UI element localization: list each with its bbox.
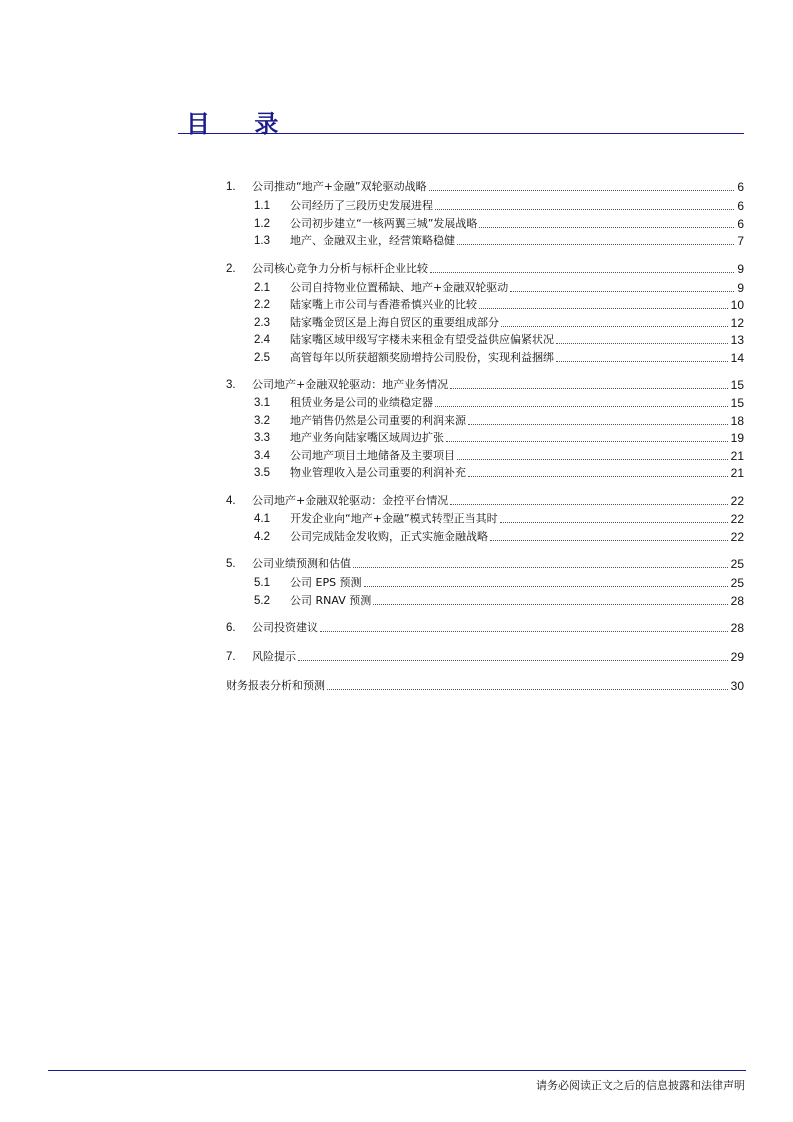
toc-number: 3.4 (254, 450, 270, 462)
toc-text: 地产业务向陆家嘴区域周边扩张 (290, 431, 444, 444)
toc-text: 公司推动“地产+金融”双轮驱动战略 (252, 180, 427, 193)
toc-leader (327, 688, 728, 690)
toc-page: 15 (730, 378, 744, 392)
toc-entry[interactable] (254, 297, 744, 313)
toc-number: 2.1 (254, 282, 270, 294)
toc-leader (435, 208, 734, 210)
toc-leader (479, 226, 734, 228)
toc-entry[interactable] (226, 649, 744, 665)
toc-entry[interactable] (226, 556, 744, 572)
toc-leader (468, 423, 728, 425)
toc-entry[interactable] (254, 529, 744, 545)
toc-text: 地产、金融双主业，经营策略稳健 (290, 234, 455, 247)
page-title: 目 录 (186, 109, 297, 138)
toc-leader (364, 585, 728, 587)
toc-entry[interactable] (254, 315, 744, 331)
toc-leader (500, 521, 728, 523)
toc-entry[interactable] (226, 493, 744, 509)
toc-page: 19 (730, 431, 744, 445)
toc-text: 公司地产项目土地储备及主要项目 (290, 449, 455, 462)
toc-page: 18 (730, 414, 744, 428)
toc-entry[interactable] (226, 620, 744, 636)
toc-page: 9 (737, 262, 744, 276)
toc-page: 6 (737, 180, 744, 194)
toc-text: 公司地产+金融双轮驱动：地产业务情况 (252, 378, 449, 391)
toc-page: 25 (730, 557, 744, 571)
toc-page: 21 (730, 449, 744, 463)
toc-text: 开发企业向“地产+金融”模式转型正当其时 (290, 512, 498, 525)
toc-leader (430, 271, 734, 273)
toc-number: 7. (226, 651, 236, 663)
toc-text: 公司自持物业位置稀缺、地产+金融双轮驱动 (290, 281, 509, 294)
toc-number: 5.1 (254, 577, 270, 589)
toc-leader (373, 603, 727, 605)
toc-entry[interactable] (254, 280, 744, 296)
toc-number: 4.2 (254, 531, 270, 543)
toc-page: 10 (730, 298, 744, 312)
toc-leader (556, 360, 728, 362)
toc-number: 1.1 (254, 200, 270, 212)
toc-page: 30 (730, 679, 744, 693)
toc-number: 6. (226, 622, 236, 634)
toc-text: 地产销售仍然是公司重要的利润来源 (290, 414, 466, 427)
toc-entry[interactable] (254, 511, 744, 527)
toc-number: 3.3 (254, 432, 270, 444)
toc-page: 28 (730, 621, 744, 635)
toc-text: 财务报表分析和预测 (226, 679, 325, 692)
toc-leader (435, 405, 728, 407)
toc-number: 3. (226, 379, 236, 391)
toc-number: 3.2 (254, 415, 270, 427)
toc-leader (457, 458, 728, 460)
toc-leader (556, 342, 728, 344)
toc-number: 2.3 (254, 317, 270, 329)
toc-entry[interactable] (254, 233, 744, 249)
toc-page: 14 (730, 351, 744, 365)
toc-entry[interactable] (254, 350, 744, 366)
toc-page: 6 (737, 217, 744, 231)
toc-leader (353, 566, 728, 568)
toc-leader (501, 325, 728, 327)
toc-text: 高管每年以所获超额奖励增持公司股份，实现利益捆绑 (290, 351, 554, 364)
toc-leader (429, 189, 735, 191)
toc-number: 2. (226, 263, 236, 275)
toc-number: 5. (226, 558, 236, 570)
toc-entry[interactable] (254, 395, 744, 411)
toc-text: 陆家嘴区域甲级写字楼未来租金有望受益供应偏紧状况 (290, 333, 554, 346)
toc-page: 22 (730, 512, 744, 526)
toc-text: 物业管理收入是公司重要的利润补充 (290, 466, 466, 479)
toc-number: 1.2 (254, 218, 270, 230)
toc-entry[interactable] (254, 448, 744, 464)
toc-entry[interactable] (254, 413, 744, 429)
toc-number: 3.1 (254, 397, 270, 409)
toc-page: 21 (730, 466, 744, 480)
title-divider (178, 133, 744, 134)
toc-leader (450, 503, 727, 505)
toc-leader (298, 659, 728, 661)
toc-entry[interactable] (226, 377, 744, 393)
toc-page: 6 (737, 199, 744, 213)
toc-entry[interactable] (254, 465, 744, 481)
toc-text: 公司核心竞争力分析与标杆企业比较 (252, 262, 428, 275)
toc-page: 13 (730, 333, 744, 347)
toc-number: 4. (226, 495, 236, 507)
toc-leader (490, 539, 728, 541)
toc-number: 1. (226, 181, 236, 193)
toc-number: 2.4 (254, 334, 270, 346)
toc-entry[interactable] (226, 678, 744, 694)
toc-leader (446, 440, 728, 442)
toc-entry[interactable] (254, 593, 744, 609)
toc-leader (450, 387, 727, 389)
toc-number: 2.5 (254, 352, 270, 364)
toc-entry[interactable] (226, 261, 744, 277)
toc-leader (457, 243, 734, 245)
toc-entry[interactable] (254, 332, 744, 348)
toc-page: 15 (730, 396, 744, 410)
toc-entry[interactable] (226, 179, 744, 195)
toc-entry[interactable] (254, 216, 744, 232)
toc-text: 公司经历了三段历史发展进程 (290, 199, 433, 212)
toc-text: 陆家嘴上市公司与香港希慎兴业的比较 (290, 298, 477, 311)
toc-page: 7 (737, 234, 744, 248)
footer-disclaimer: 请务必阅读正文之后的信息披露和法律声明 (536, 1079, 745, 1092)
toc-text: 公司完成陆金发收购，正式实施金融战略 (290, 530, 488, 543)
toc-entry[interactable] (254, 430, 744, 446)
toc-number: 5.2 (254, 595, 270, 607)
toc-entry[interactable] (254, 198, 744, 214)
toc-number: 4.1 (254, 513, 270, 525)
toc-number: 2.2 (254, 299, 270, 311)
toc-number: 3.5 (254, 467, 270, 479)
toc-page: 29 (730, 650, 744, 664)
toc-text: 公司 EPS 预测 (290, 576, 362, 589)
toc-page: 25 (730, 576, 744, 590)
toc-page: 22 (730, 494, 744, 508)
toc-leader (468, 475, 728, 477)
toc-leader (479, 307, 728, 309)
toc-page: 28 (730, 594, 744, 608)
toc-text: 租赁业务是公司的业绩稳定器 (290, 396, 433, 409)
toc-text: 公司业绩预测和估值 (252, 557, 351, 570)
toc-leader (510, 290, 734, 292)
footer-divider (48, 1070, 746, 1071)
toc-text: 公司 RNAV 预测 (290, 594, 372, 607)
toc-entry[interactable] (254, 575, 744, 591)
toc-page: 12 (730, 316, 744, 330)
toc-text: 风险提示 (252, 650, 296, 663)
toc-text: 公司投资建议 (252, 621, 318, 634)
toc-text: 公司初步建立“一核两翼三城”发展战略 (290, 217, 478, 230)
toc-page: 22 (730, 530, 744, 544)
toc-page: 9 (737, 281, 744, 295)
toc-leader (320, 630, 728, 632)
toc-number: 1.3 (254, 235, 270, 247)
toc-text: 公司地产+金融双轮驱动：金控平台情况 (252, 494, 449, 507)
toc-text: 陆家嘴金贸区是上海自贸区的重要组成部分 (290, 316, 499, 329)
